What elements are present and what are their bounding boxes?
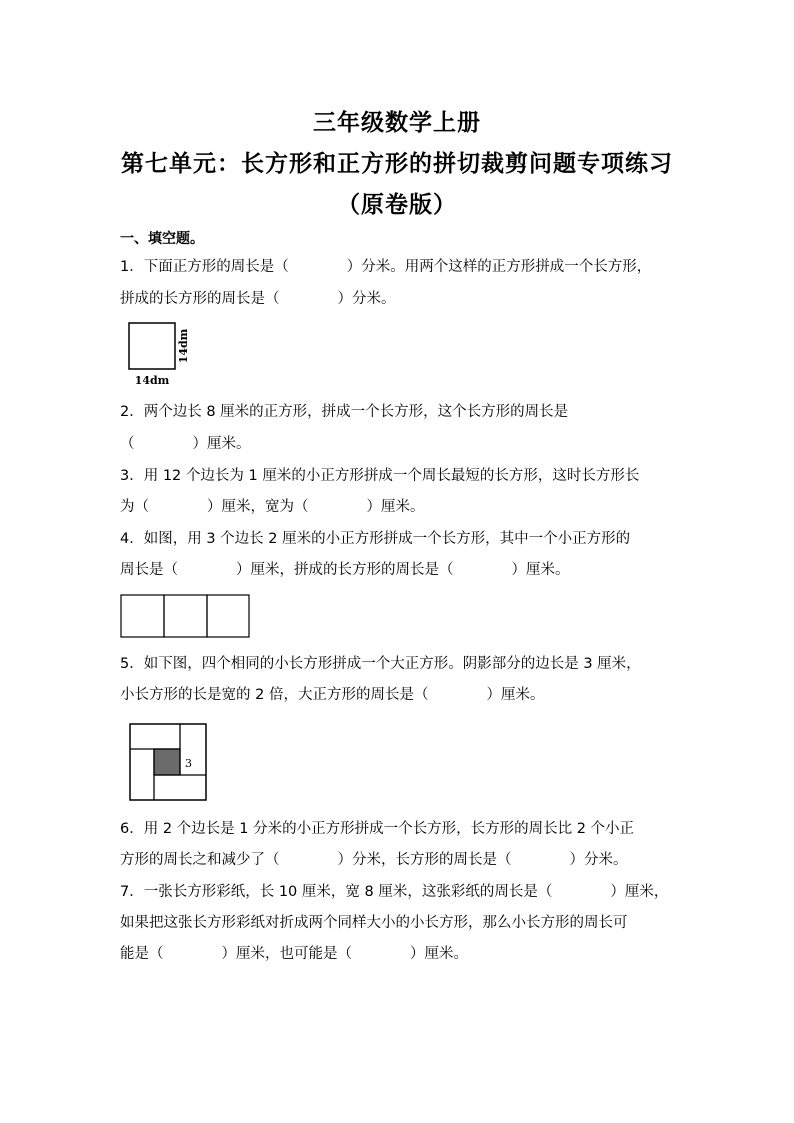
q7-text-a: 7．一张长方形彩纸，长 10 厘米，宽 8 厘米，这张彩纸的周长是（ bbox=[120, 884, 553, 900]
q7-text-e: ）厘米。 bbox=[410, 946, 468, 962]
q6-text-c: ）分米。 bbox=[569, 852, 628, 868]
q7-line-2: 如果把这张长方形彩纸对折成两个同样大小的小长方形，那么小长方形的周长可 bbox=[120, 915, 628, 931]
q4-line-1: 4．如图，用 3 个边长 2 厘米的小正方形拼成一个长方形，其中一个小正方形的 bbox=[120, 531, 631, 547]
q3-text-c: ）厘米。 bbox=[366, 499, 425, 515]
q1-square-figure bbox=[124, 318, 204, 390]
q7-text-c: 能是（ bbox=[120, 946, 164, 962]
q4-text-a: 周长是（ bbox=[120, 562, 178, 578]
q5-pinwheel-figure bbox=[126, 720, 212, 806]
q1-line-2 bbox=[120, 289, 680, 309]
version-subtitle: （原卷版） bbox=[337, 192, 457, 218]
q1-text-b: ）分米。用两个这样的正方形拼成一个长方形， bbox=[346, 259, 652, 275]
q6-text-b: ）分米，长方形的周长是（ bbox=[337, 852, 512, 868]
q7-line-3 bbox=[120, 944, 680, 964]
q2-text-b: ）厘米。 bbox=[192, 436, 251, 452]
q2-text-a: （ bbox=[120, 436, 135, 452]
q5-shaded-square bbox=[154, 749, 180, 775]
q7-text-b: ）厘米， bbox=[610, 884, 669, 900]
q1-square bbox=[129, 323, 175, 369]
q1-line-1 bbox=[120, 257, 680, 277]
q4-square-1 bbox=[121, 595, 164, 637]
q5-text-b: ）厘米。 bbox=[486, 687, 545, 703]
q5-line-1: 5．如下图，四个相同的小长方形拼成一个大正方形。阴影部分的边长是 3 厘米， bbox=[120, 656, 641, 672]
q6-line-2 bbox=[120, 850, 680, 870]
q3-line-1: 3．用 12 个边长为 1 厘米的小正方形拼成一个周长最短的长方形，这时长方形长 bbox=[120, 468, 640, 484]
q3-text-b: ）厘米，宽为（ bbox=[207, 499, 309, 515]
q4-square-2 bbox=[164, 595, 207, 637]
q7-line-1 bbox=[120, 882, 680, 902]
q1-text-d: ）分米。 bbox=[337, 291, 396, 307]
q5-shaded-side-label: 3 bbox=[185, 757, 192, 770]
q6-text-a: 方形的周长之和减少了（ bbox=[120, 852, 280, 868]
q4-three-squares-figure bbox=[118, 592, 254, 640]
q4-text-b: ）厘米，拼成的长方形的周长是（ bbox=[236, 562, 454, 578]
worksheet-title: 三年级数学上册 bbox=[313, 110, 481, 136]
q5-line-2 bbox=[120, 685, 680, 705]
q4-text-c: ）厘米。 bbox=[511, 562, 570, 578]
q3-line-2 bbox=[120, 497, 680, 517]
q6-line-1: 6．用 2 个边长是 1 分米的小正方形拼成一个长方形，长方形的周长比 2 个小正 bbox=[120, 821, 635, 837]
q2-line-1: 2．两个边长 8 厘米的正方形，拼成一个长方形，这个长方形的周长是 bbox=[120, 404, 569, 420]
q1-side-label: 14dm bbox=[177, 328, 190, 364]
section-heading-fill-in: 一、填空题。 bbox=[120, 231, 204, 247]
q1-text-a: 1．下面正方形的周长是（ bbox=[120, 259, 289, 275]
q3-text-a: 为（ bbox=[120, 499, 149, 515]
q7-text-d: ）厘米，也可能是（ bbox=[221, 946, 352, 962]
q1-text-c: 拼成的长方形的周长是（ bbox=[120, 291, 280, 307]
q4-square-3 bbox=[207, 595, 249, 637]
q1-bottom-label: 14dm bbox=[134, 374, 170, 387]
q4-line-2 bbox=[120, 560, 680, 580]
q2-line-2 bbox=[120, 434, 680, 454]
q5-text-a: 小长方形的长是宽的 2 倍，大正方形的周长是（ bbox=[120, 687, 429, 703]
unit-title: 第七单元：长方形和正方形的拼切裁剪问题专项练习 bbox=[121, 151, 673, 177]
